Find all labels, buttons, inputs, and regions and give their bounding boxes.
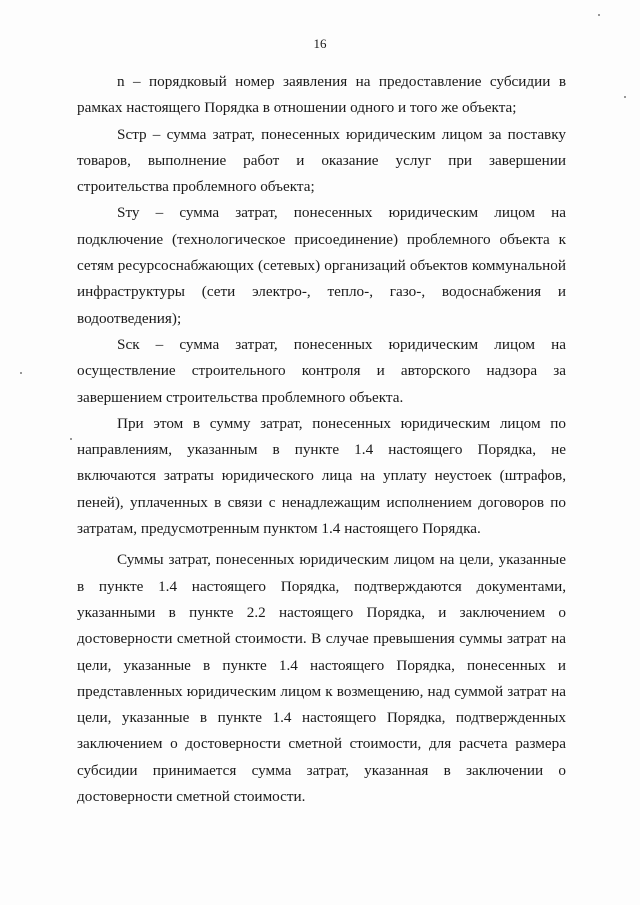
scan-speck (70, 438, 72, 440)
scan-speck (624, 96, 626, 98)
scan-speck (20, 372, 22, 374)
paragraph-cost-confirmation: Суммы затрат, понесенных юридическим лицом на цели, указанные в пункте 1.4 настоящего Порядка, подтверждаются документами, указанными в пункте 2.2 настоящего Порядка, и заключением о достоверности сметной стоимости. В случае превышения суммы затрат на цели, указанные в пункте 1.4 настоящего Порядка, понесенных и представленных юридическим лицом к возмещению, над суммой затрат на цели, указанные в пункте 1.4 настоящего Порядка, подтвержденных заключением о достоверности сметной стоимости, для расчета размера субсидии принимается сумма затрат, указанная в заключении о достоверности сметной стоимости. (77, 551, 566, 806)
paragraph-exclusions: При этом в сумму затрат, понесенных юридическим лицом по направлениям, указанным в пункте 1.4 настоящего Порядка, не включаются затраты юридического лица на уплату неустоек (штрафов, пеней), уплаченных в связи с ненадлежащим исполнением договоров по затратам, предусмотренным пунктом 1.4 настоящего Порядка. (77, 414, 566, 538)
paragraph-n-definition: n – порядковый номер заявления на предоставление субсидии в рамках настоящего Порядка в отношении одного и того же объекта; (77, 73, 566, 117)
page-number: 16 (313, 36, 327, 51)
page-body (77, 69, 566, 810)
scan-speck (598, 14, 600, 16)
paragraph-stu-definition: Sту – сумма затрат, понесенных юридическим лицом на подключение (технологическое присоединение) проблемного объекта к сетям ресурсоснабжающих (сетевых) организаций объектов коммунальной инфраструктуры (сети электро-, тепло-, газо-, водоснабжения и водоотведения); (77, 204, 566, 327)
paragraph-ssk-definition: Sск – сумма затрат, понесенных юридическим лицом на осуществление строительного контроля и авторского надзора за завершением строительства проблемного объекта. (77, 335, 566, 406)
paragraph-sstr-definition: Sстр – сумма затрат, понесенных юридическим лицом за поставку товаров, выполнение работ и оказание услуг при завершении строительства проблемного объекта; (77, 125, 566, 196)
